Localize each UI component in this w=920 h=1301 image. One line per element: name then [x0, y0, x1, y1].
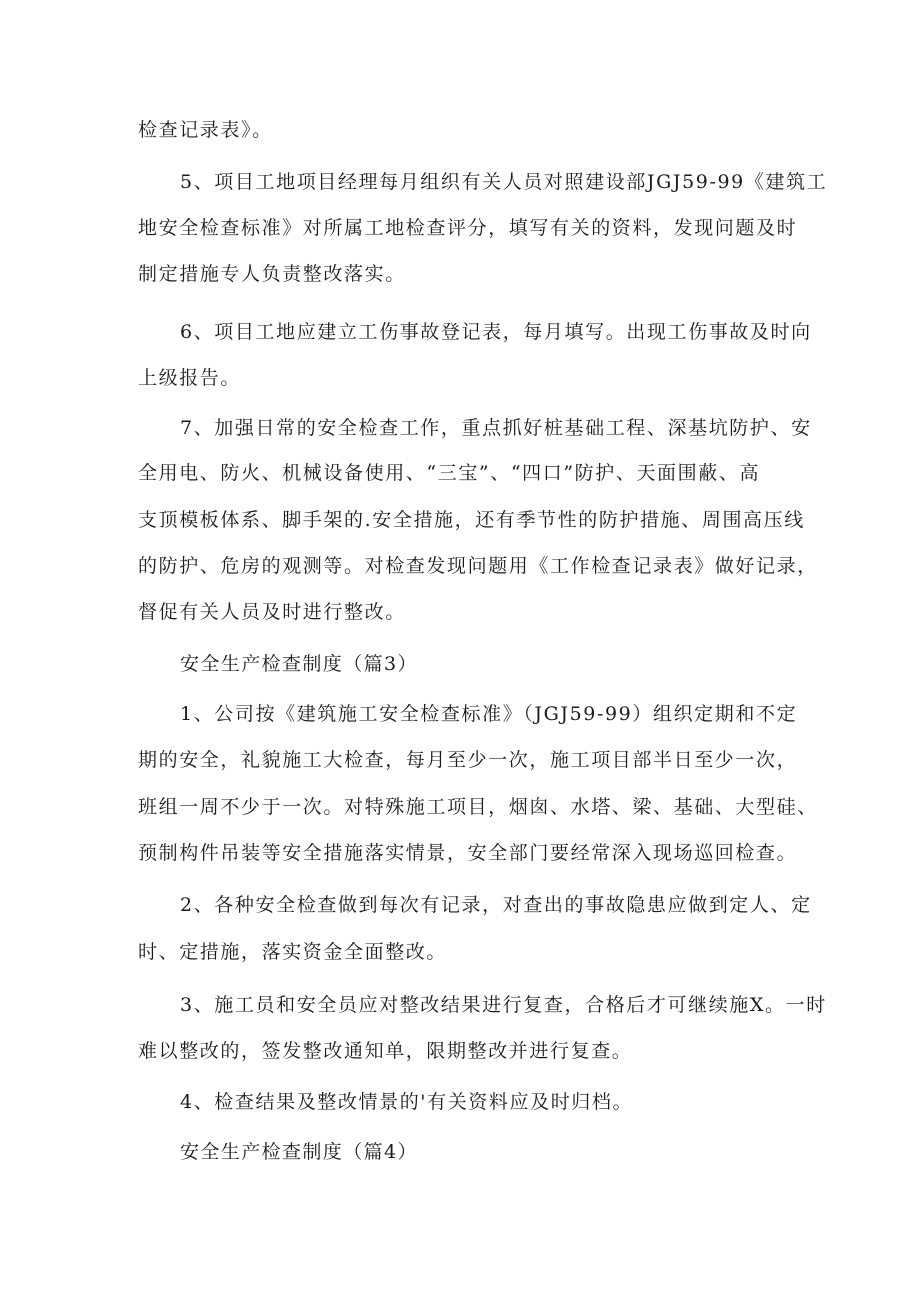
text-line: 期的安全，礼貌施工大检查，每月至少一次，施工项目部半日至少一次， — [138, 749, 798, 771]
text-line: 1、公司按《建筑施工安全检查标准》（JGJ59-99）组织定期和不定 — [180, 703, 798, 725]
text-line: 上级报告。 — [138, 367, 242, 389]
text-line: 4、检查结果及整改情景的'有关资料应及时归档。 — [180, 1091, 634, 1113]
text-line: 3、施工员和安全员应对整改结果进行复查，合格后才可继续施X。一时 — [180, 994, 827, 1016]
text-line: 地安全检查标准》对所属工地检查评分，填写有关的资料，发现问题及时 — [138, 217, 798, 239]
text-line: 时、定措施，落实资金全面整改。 — [138, 941, 448, 963]
text-line: 2、各种安全检查做到每次有记录，对查出的事故隐患应做到定人、定 — [180, 894, 812, 916]
text-line: 制定措施专人负责整改落实。 — [138, 263, 406, 285]
text-line: 预制构件吊装等安全措施落实情景，安全部门要经常深入现场巡回检查。 — [138, 842, 798, 864]
section-heading: 安全生产检查制度（篇4） — [180, 1141, 418, 1163]
text-line: 的防护、危房的观测等。对检查发现问题用《工作检查记录表》做好记录， — [138, 555, 818, 577]
text-line: 支顶模板体系、脚手架的.安全措施，还有季节性的防护措施、周围高压线 — [138, 509, 805, 531]
section-heading: 安全生产检查制度（篇3） — [180, 653, 418, 675]
text-line: 检查记录表》。 — [138, 119, 273, 141]
text-line: 难以整改的，签发整改通知单，限期整改并进行复查。 — [138, 1040, 633, 1062]
text-line: 全用电、防火、机械设备使用、“三宝”、“四口”防护、天面围蔽、高 — [138, 462, 761, 484]
text-line: 6、项目工地应建立工伤事故登记表，每月填写。出现工伤事故及时向 — [180, 321, 812, 343]
text-line: 督促有关人员及时进行整改。 — [138, 601, 406, 623]
text-line: 5、项目工地项目经理每月组织有关人员对照建设部JGJ59-99《建筑工 — [180, 171, 828, 193]
text-line: 班组一周不少于一次。对特殊施工项目，烟囱、水塔、梁、基础、大型硅、 — [138, 796, 818, 818]
text-line: 7、加强日常的安全检查工作，重点抓好桩基础工程、深基坑防护、安 — [180, 417, 812, 439]
